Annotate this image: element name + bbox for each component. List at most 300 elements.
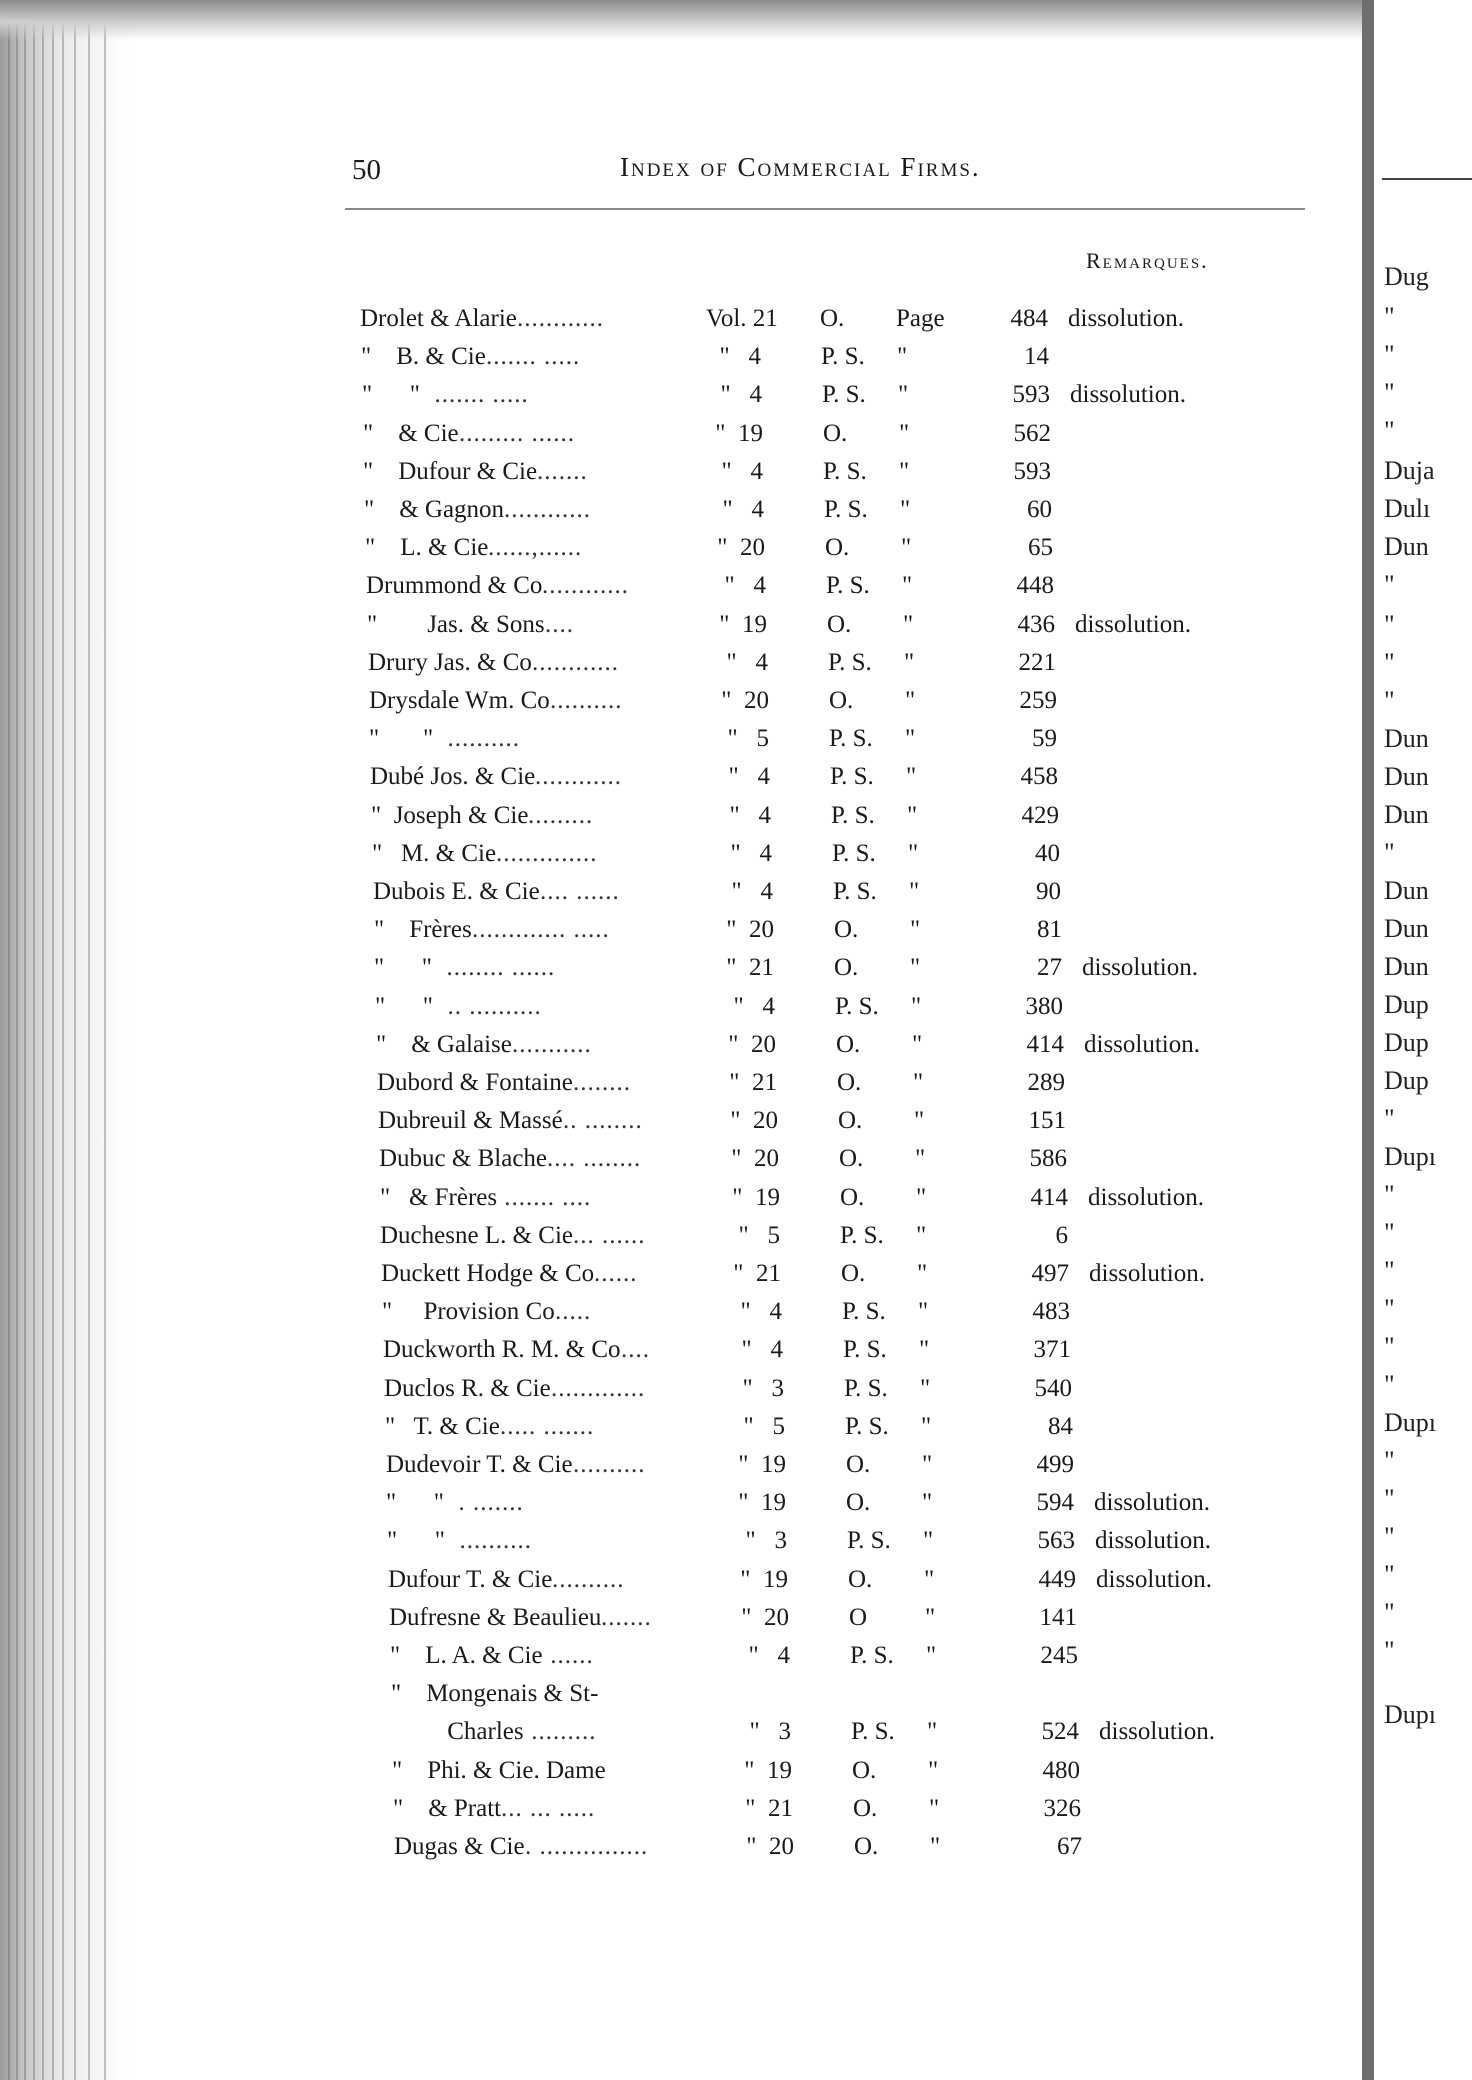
- facing-page-text: ": [1384, 1370, 1395, 1399]
- page-ref: 483: [1032, 1298, 1070, 1325]
- page-label: ": [922, 1451, 933, 1478]
- firm-name: Dubé Jos. & Cie: [370, 763, 536, 790]
- volume: " 21: [745, 1795, 793, 1822]
- page-label: ": [929, 1795, 940, 1822]
- leader-dots: ............: [542, 572, 629, 599]
- index-entry: [0, 1372, 1360, 1406]
- page-label: ": [900, 496, 911, 523]
- page-ref: 429: [1021, 802, 1059, 829]
- page-ref: 221: [1018, 649, 1056, 676]
- facing-page-text: Dun: [1384, 800, 1429, 829]
- page-ref: 586: [1029, 1145, 1067, 1172]
- page-ref: 60: [1027, 496, 1052, 523]
- remark: dissolution.: [1084, 1031, 1200, 1058]
- series: O.: [823, 420, 848, 447]
- volume: " 19: [740, 1566, 788, 1593]
- index-entry: [0, 760, 1360, 794]
- firm-name: " Phi. & Cie. Dame: [392, 1757, 606, 1784]
- page-label: ": [906, 763, 917, 790]
- index-entry: [0, 1295, 1360, 1329]
- firm-name: Drolet & Alarie: [360, 305, 517, 332]
- leader-dots: .... ........: [547, 1145, 642, 1172]
- index-entry: [0, 951, 1360, 985]
- leader-dots: .............: [551, 1375, 646, 1402]
- series: O.: [820, 305, 845, 332]
- series: O.: [852, 1757, 877, 1784]
- leader-dots: .. ........: [563, 1107, 643, 1134]
- page-label: ": [898, 381, 909, 408]
- index-entry: [0, 1028, 1360, 1062]
- facing-page-text: ": [1384, 1522, 1395, 1551]
- series: O.: [838, 1107, 863, 1134]
- leader-dots: ............: [517, 305, 604, 332]
- facing-page-text: Dun: [1384, 876, 1429, 905]
- leader-dots: ..........: [445, 1527, 532, 1554]
- firm-name: Dufresne & Beaulieu: [389, 1604, 602, 1631]
- page-ref: 380: [1025, 993, 1063, 1020]
- firm-name: " & Gagnon: [364, 496, 505, 523]
- volume: " 3: [749, 1718, 791, 1745]
- index-entry: [0, 1486, 1360, 1520]
- facing-page-text: ": [1384, 1294, 1395, 1323]
- series: O.: [846, 1489, 871, 1516]
- series: P. S.: [821, 343, 865, 370]
- volume: " 3: [742, 1375, 784, 1402]
- page-ref: 436: [1017, 611, 1055, 638]
- index-entry: [0, 1257, 1360, 1291]
- facing-page-text: Dup: [1384, 990, 1429, 1019]
- facing-page-text: ": [1384, 1560, 1395, 1589]
- volume: " 20: [731, 1145, 779, 1172]
- series: O.: [834, 954, 859, 981]
- page-ref: 27: [1037, 954, 1062, 981]
- page-ref: 540: [1034, 1375, 1072, 1402]
- index-entry: [0, 1792, 1360, 1826]
- leader-dots: ..........: [433, 725, 520, 752]
- page-ref: 326: [1043, 1795, 1081, 1822]
- page-label: ": [927, 1718, 938, 1745]
- remark: dissolution.: [1070, 381, 1186, 408]
- facing-page-text: Dulı: [1384, 494, 1431, 523]
- firm-name: " T. & Cie: [385, 1413, 500, 1440]
- series: P. S.: [822, 381, 866, 408]
- leader-dots: .....: [555, 1298, 592, 1325]
- leader-dots: ....... .....: [486, 343, 581, 370]
- series: P. S.: [833, 878, 877, 905]
- page-ref: 90: [1036, 878, 1061, 905]
- volume: " 19: [732, 1184, 780, 1211]
- facing-page-text: ": [1384, 1218, 1395, 1247]
- leader-dots: ..............: [496, 840, 598, 867]
- firm-name: " L. & Cie: [365, 534, 489, 561]
- index-entry: [0, 913, 1360, 947]
- index-entry: [0, 1448, 1360, 1482]
- firm-name: " Provision Co: [382, 1298, 555, 1325]
- facing-page-fragment: [1362, 0, 1472, 2080]
- firm-name: " M. & Cie: [372, 840, 497, 867]
- series: O.: [829, 687, 854, 714]
- leader-dots: .... ......: [540, 878, 620, 905]
- facing-page-text: ": [1384, 686, 1395, 715]
- leader-dots: .......: [537, 458, 588, 485]
- page-label: ": [925, 1604, 936, 1631]
- facing-page-text: ": [1384, 1598, 1395, 1627]
- index-entry: [0, 569, 1360, 603]
- series: O: [849, 1604, 868, 1631]
- facing-page-text: Dun: [1384, 952, 1429, 981]
- leader-dots: . ...............: [525, 1833, 649, 1860]
- series: O.: [839, 1145, 864, 1172]
- index-entry: [0, 378, 1360, 412]
- firm-name: " L. A. & Cie: [390, 1642, 543, 1669]
- series: P. S.: [823, 458, 867, 485]
- page-label: ": [911, 993, 922, 1020]
- page-label: ": [910, 916, 921, 943]
- remark: dissolution.: [1068, 305, 1184, 332]
- page-ref: 499: [1036, 1451, 1074, 1478]
- firm-name: " & Galaise: [376, 1031, 512, 1058]
- firm-name: " Joseph & Cie: [371, 802, 529, 829]
- facing-page-text: Dug: [1384, 262, 1429, 291]
- firm-name: Dubuc & Blache: [379, 1145, 548, 1172]
- page-label: ": [904, 649, 915, 676]
- series: P. S.: [850, 1642, 894, 1669]
- page-label: ": [901, 534, 912, 561]
- index-entry: [0, 684, 1360, 718]
- firm-name: " & Pratt: [393, 1795, 502, 1822]
- facing-page-text: ": [1384, 1446, 1395, 1475]
- series: P. S.: [828, 649, 872, 676]
- firm-name: Charles: [391, 1718, 524, 1745]
- page-label: ": [913, 1069, 924, 1096]
- firm-name: " Dufour & Cie: [363, 458, 538, 485]
- index-entry: [0, 1601, 1360, 1635]
- firm-name: Drury Jas. & Co: [368, 649, 532, 676]
- index-entry: [0, 1410, 1360, 1444]
- index-entry: [0, 417, 1360, 451]
- page-ref: 151: [1028, 1107, 1066, 1134]
- page-ref: 84: [1048, 1413, 1073, 1440]
- page-ref: 594: [1036, 1489, 1074, 1516]
- firm-name: " & Cie: [363, 420, 459, 447]
- firm-name: Dugas & Cie: [394, 1833, 525, 1860]
- leader-dots: ......: [594, 1260, 638, 1287]
- facing-page-text: Dup: [1384, 1028, 1429, 1057]
- series: O.: [854, 1833, 879, 1860]
- page-label: ": [921, 1413, 932, 1440]
- remark: dissolution.: [1099, 1718, 1215, 1745]
- facing-page-text: ": [1384, 302, 1395, 331]
- facing-page-text: Dun: [1384, 724, 1429, 753]
- index-entry: [0, 722, 1360, 756]
- volume: " 4: [733, 993, 775, 1020]
- index-entry: [0, 1639, 1360, 1673]
- volume: " 4: [722, 496, 764, 523]
- leader-dots: ..........: [550, 687, 623, 714]
- series: O.: [834, 916, 859, 943]
- series: O.: [841, 1260, 866, 1287]
- firm-name: Drummond & Co: [366, 572, 543, 599]
- remark: dissolution.: [1082, 954, 1198, 981]
- firm-name: Dudevoir T. & Cie: [386, 1451, 573, 1478]
- firm-name: Drysdale Wm. Co: [369, 687, 550, 714]
- series: P. S.: [851, 1718, 895, 1745]
- index-entry: [0, 1563, 1360, 1597]
- page-label: ": [914, 1107, 925, 1134]
- index-entry: [0, 608, 1360, 642]
- series: P. S.: [829, 725, 873, 752]
- leader-dots: ....: [621, 1336, 650, 1363]
- firm-name: " ": [369, 725, 434, 752]
- series: P. S.: [835, 993, 879, 1020]
- volume: " 19: [715, 420, 763, 447]
- index-entry: [0, 1219, 1360, 1253]
- leader-dots: ......: [543, 1642, 594, 1669]
- page-ref: 448: [1016, 572, 1054, 599]
- page-ref: 141: [1039, 1604, 1077, 1631]
- remark: dissolution.: [1088, 1184, 1204, 1211]
- facing-page-text: Dup: [1384, 1066, 1429, 1095]
- remark: dissolution.: [1075, 611, 1191, 638]
- series: O.: [853, 1795, 878, 1822]
- volume: " 20: [721, 687, 769, 714]
- page-label: ": [905, 725, 916, 752]
- page-ref: 563: [1037, 1527, 1075, 1554]
- volume: " 5: [727, 725, 769, 752]
- leader-dots: ....: [545, 611, 574, 638]
- facing-page-text: Dun: [1384, 914, 1429, 943]
- volume: " 5: [738, 1222, 780, 1249]
- facing-page-text: Dupı: [1384, 1408, 1436, 1437]
- volume: " 4: [719, 343, 761, 370]
- leader-dots: ...........: [512, 1031, 592, 1058]
- page-ref: 259: [1019, 687, 1057, 714]
- page-label: ": [923, 1527, 934, 1554]
- facing-page-text: ": [1384, 610, 1395, 639]
- leader-dots: ..........: [552, 1566, 625, 1593]
- index-entry: [0, 531, 1360, 565]
- remark: dissolution.: [1095, 1527, 1211, 1554]
- page-ref: 371: [1033, 1336, 1071, 1363]
- firm-name: Dubois E. & Cie: [373, 878, 540, 905]
- firm-name: " & Frères: [380, 1184, 498, 1211]
- leader-dots: .........: [524, 1718, 597, 1745]
- series: O.: [836, 1031, 861, 1058]
- page-ref: 484: [1010, 305, 1048, 332]
- index-entry: [0, 875, 1360, 909]
- index-entry: [0, 799, 1360, 833]
- firm-name: Duckett Hodge & Co: [381, 1260, 595, 1287]
- volume: " 20: [741, 1604, 789, 1631]
- facing-page-text: Dun: [1384, 762, 1429, 791]
- leader-dots: ... ... .....: [501, 1795, 596, 1822]
- leader-dots: ............. .....: [472, 916, 610, 943]
- leader-dots: ........ ......: [432, 954, 556, 981]
- page-ref: 289: [1027, 1069, 1065, 1096]
- page-label: ": [905, 687, 916, 714]
- page-label: ": [909, 878, 920, 905]
- firm-name: " Jas. & Sons: [367, 611, 545, 638]
- page-label: ": [902, 572, 913, 599]
- page-label: ": [899, 420, 910, 447]
- leader-dots: ......,......: [488, 534, 583, 561]
- page-label: ": [908, 840, 919, 867]
- leader-dots: ....... .....: [420, 381, 529, 408]
- page-ref: 81: [1037, 916, 1062, 943]
- firm-name: " ": [387, 1527, 445, 1554]
- page-ref: 59: [1032, 725, 1057, 752]
- series: P. S.: [844, 1375, 888, 1402]
- page-label: ": [928, 1757, 939, 1784]
- firm-name: Dufour T. & Cie: [388, 1566, 553, 1593]
- volume: " 20: [728, 1031, 776, 1058]
- series: O.: [846, 1451, 871, 1478]
- volume: " 5: [743, 1413, 785, 1440]
- index-entry: [0, 455, 1360, 489]
- volume: " 19: [744, 1757, 792, 1784]
- series: O.: [827, 611, 852, 638]
- index-entry: [0, 1066, 1360, 1100]
- firm-name: Duchesne L. & Cie: [380, 1222, 574, 1249]
- leader-dots: ......... ......: [459, 420, 575, 447]
- page-label: ": [917, 1260, 928, 1287]
- firm-name: " B. & Cie: [361, 343, 486, 370]
- leader-dots: . .......: [444, 1489, 524, 1516]
- index-entry: [0, 1677, 1360, 1711]
- page-ref: 497: [1031, 1260, 1069, 1287]
- firm-name: " Frères: [374, 916, 472, 943]
- firm-name: " ": [386, 1489, 444, 1516]
- index-entry: [0, 1104, 1360, 1138]
- facing-page-text: ": [1384, 416, 1395, 445]
- page-label: Page: [896, 305, 945, 332]
- page-ref: 14: [1024, 343, 1049, 370]
- firm-name: " Mongenais & St-: [391, 1680, 599, 1707]
- page-number: 50: [352, 154, 381, 186]
- firm-name: Duclos R. & Cie: [384, 1375, 551, 1402]
- page-ref: 67: [1057, 1833, 1082, 1860]
- running-title: Index of Commercial Firms.: [620, 152, 981, 182]
- page-label: ": [912, 1031, 923, 1058]
- firm-name: " ": [374, 954, 432, 981]
- facing-page-text: ": [1384, 1256, 1395, 1285]
- facing-page-text: ": [1384, 1332, 1395, 1361]
- series: O.: [840, 1184, 865, 1211]
- leader-dots: ........: [573, 1069, 631, 1096]
- volume: " 21: [726, 954, 774, 981]
- index-entry: [0, 1715, 1360, 1749]
- volume: " 20: [726, 916, 774, 943]
- firm-name: Duckworth R. M. & Co: [383, 1336, 621, 1363]
- index-entry: [0, 1830, 1360, 1864]
- facing-page-text: ": [1384, 1484, 1395, 1513]
- page-label: ": [926, 1642, 937, 1669]
- facing-page-text: ": [1384, 1180, 1395, 1209]
- page-label: ": [918, 1298, 929, 1325]
- page-label: ": [920, 1375, 931, 1402]
- volume: " 4: [731, 878, 773, 905]
- series: P. S.: [842, 1298, 886, 1325]
- volume: " 21: [733, 1260, 781, 1287]
- series: P. S.: [830, 763, 874, 790]
- series: O.: [848, 1566, 873, 1593]
- leader-dots: ............: [535, 763, 622, 790]
- series: P. S.: [845, 1413, 889, 1440]
- facing-page-text: ": [1384, 378, 1395, 407]
- page-ref: 414: [1026, 1031, 1064, 1058]
- volume: " 19: [719, 611, 767, 638]
- page-label: ": [910, 954, 921, 981]
- leader-dots: ....... ....: [497, 1184, 592, 1211]
- volume: " 4: [724, 572, 766, 599]
- leader-dots: ... ......: [573, 1222, 646, 1249]
- remark: dissolution.: [1096, 1566, 1212, 1593]
- index-entry: [0, 493, 1360, 527]
- volume: " 4: [720, 381, 762, 408]
- page-label: ": [919, 1336, 930, 1363]
- leader-dots: .. ..........: [433, 993, 542, 1020]
- page-label: ": [897, 343, 908, 370]
- page-ref: 40: [1035, 840, 1060, 867]
- leader-dots: ..... .......: [500, 1413, 595, 1440]
- facing-page-rule: [1382, 178, 1472, 180]
- volume: " 4: [730, 840, 772, 867]
- index-entry: [0, 1181, 1360, 1215]
- page-ref: 524: [1041, 1718, 1079, 1745]
- page-ref: 414: [1030, 1184, 1068, 1211]
- volume: " 21: [729, 1069, 777, 1096]
- page-ref: 562: [1013, 420, 1051, 447]
- leader-dots: .......: [601, 1604, 652, 1631]
- facing-page-text: ": [1384, 570, 1395, 599]
- series: P. S.: [832, 840, 876, 867]
- page-label: ": [915, 1145, 926, 1172]
- page-ref: 593: [1013, 458, 1051, 485]
- page-ref: 6: [1055, 1222, 1068, 1249]
- page-label: ": [903, 611, 914, 638]
- page-ref: 458: [1020, 763, 1058, 790]
- series: O.: [825, 534, 850, 561]
- index-entry: [0, 302, 1360, 336]
- volume: " 20: [746, 1833, 794, 1860]
- page-ref: 449: [1038, 1566, 1076, 1593]
- index-entry: [0, 340, 1360, 374]
- facing-page-text: ": [1384, 340, 1395, 369]
- page-label: ": [916, 1222, 927, 1249]
- volume: " 3: [745, 1527, 787, 1554]
- facing-page-text: ": [1384, 1104, 1395, 1133]
- volume: " 4: [721, 458, 763, 485]
- index-entry: [0, 1754, 1360, 1788]
- volume: " 4: [728, 763, 770, 790]
- facing-page-text: Dun: [1384, 532, 1429, 561]
- facing-page-text: Dupı: [1384, 1142, 1436, 1171]
- remarks-heading: Remarques.: [1086, 248, 1209, 273]
- facing-page-text: ": [1384, 1636, 1395, 1665]
- facing-page-text: Dupı: [1384, 1700, 1436, 1729]
- series: P. S.: [840, 1222, 884, 1249]
- facing-page-text: ": [1384, 648, 1395, 677]
- firm-name: Dubord & Fontaine: [377, 1069, 573, 1096]
- volume: " 4: [726, 649, 768, 676]
- volume: " 20: [730, 1107, 778, 1134]
- leader-dots: ............: [504, 496, 591, 523]
- page-ref: 245: [1040, 1642, 1078, 1669]
- page-ref: 65: [1028, 534, 1053, 561]
- page-ref: 480: [1042, 1757, 1080, 1784]
- volume: " 19: [738, 1451, 786, 1478]
- remark: dissolution.: [1094, 1489, 1210, 1516]
